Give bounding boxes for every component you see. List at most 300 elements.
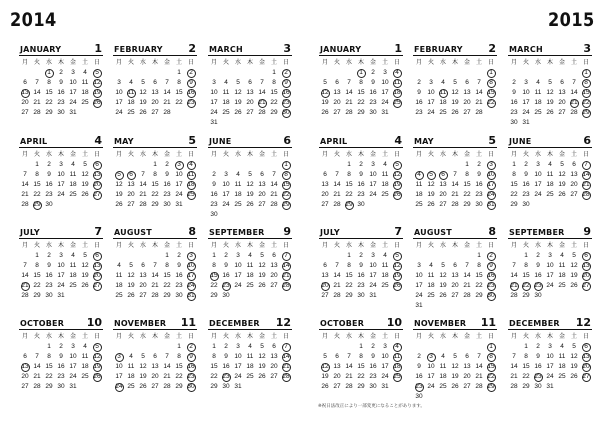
day-cell: 24 — [69, 99, 77, 106]
day-cell: 28 — [345, 109, 353, 116]
day-cell: 10 — [369, 171, 377, 178]
day-cell: 10 — [485, 170, 497, 180]
day-cell: 29 — [522, 383, 530, 390]
day-grid — [208, 58, 292, 128]
day-cell: 14 — [345, 89, 353, 96]
day-cell: 14 — [280, 261, 292, 271]
day-cell: 25 — [546, 191, 554, 198]
day-cell: 29 — [475, 292, 483, 299]
day-cell: 22 — [163, 282, 171, 289]
day-cell: 13 — [91, 170, 103, 180]
day-cell: 13 — [439, 181, 447, 188]
day-cell: 14 — [163, 363, 171, 370]
day-cell: 4 — [83, 343, 87, 350]
weekday-label: 木 — [151, 151, 158, 158]
weekday-label: 火 — [222, 151, 229, 158]
day-cell: 13 — [270, 353, 278, 360]
day-cell: 2 — [59, 69, 63, 76]
day-cell: 15 — [522, 272, 530, 279]
day-cell: 13 — [333, 363, 341, 370]
day-cell: 7 — [23, 171, 27, 178]
day-cell: 29 — [33, 292, 41, 299]
day-cell: 5 — [260, 343, 264, 350]
weekday-label: 月 — [115, 333, 122, 340]
month-header — [19, 226, 103, 239]
day-cell: 26 — [81, 282, 89, 289]
day-cell: 14 — [333, 181, 341, 188]
day-cell: 7 — [141, 171, 145, 178]
day-cell: 7 — [165, 79, 169, 86]
day-cell: 9 — [417, 89, 421, 96]
day-cell: 6 — [23, 353, 27, 360]
day-grid — [319, 332, 403, 392]
weekday-label: 火 — [33, 151, 40, 158]
day-cell: 14 — [33, 363, 41, 370]
day-cell: 6 — [335, 79, 339, 86]
weekday-label: 木 — [246, 333, 253, 340]
day-cell: 20 — [127, 191, 135, 198]
weekday-label: 木 — [151, 333, 158, 340]
day-cell: 4 — [429, 262, 433, 269]
weekday-label: 木 — [357, 151, 364, 158]
day-cell: 8 — [47, 353, 51, 360]
weekday-label: 火 — [127, 59, 134, 66]
month-number: 9 — [283, 225, 291, 238]
day-cell: 11 — [381, 262, 389, 269]
month-name: MAY — [114, 137, 134, 146]
day-cell: 11 — [381, 171, 389, 178]
month-number: 8 — [488, 225, 496, 238]
day-cell: 26 — [546, 109, 554, 116]
day-cell: 21 — [19, 281, 31, 291]
month-number: 10 — [86, 316, 102, 329]
month-number: 7 — [394, 225, 402, 238]
day-cell: 10 — [522, 89, 530, 96]
weekday-label: 火 — [427, 59, 434, 66]
day-grid — [319, 241, 403, 301]
empty-cell — [449, 160, 461, 170]
weekday-label: 水 — [439, 333, 446, 340]
month-header — [113, 135, 197, 148]
day-cell: 17 — [427, 99, 435, 106]
day-cell: 25 — [222, 109, 230, 116]
empty-cell — [508, 251, 520, 261]
month-header — [113, 43, 197, 56]
day-cell: 20 — [321, 191, 329, 198]
day-cell: 21 — [163, 373, 171, 380]
day-cell: 19 — [439, 282, 447, 289]
day-cell: 4 — [71, 161, 75, 168]
day-cell: 4 — [117, 262, 121, 269]
day-cell: 30 — [485, 291, 497, 301]
day-cell: 7 — [260, 79, 264, 86]
weekday-label: 土 — [270, 59, 277, 66]
day-cell: 27 — [91, 190, 103, 200]
day-cell: 20 — [333, 99, 341, 106]
day-cell: 3 — [536, 161, 540, 168]
weekday-label: 金 — [69, 59, 76, 66]
day-cell: 22 — [175, 373, 183, 380]
day-cell: 7 — [453, 171, 457, 178]
day-cell: 21 — [33, 373, 41, 380]
day-cell: 13 — [246, 89, 254, 96]
day-cell: 23 — [220, 372, 232, 382]
day-cell: 6 — [272, 343, 276, 350]
day-cell: 1 — [580, 68, 592, 78]
day-cell: 7 — [347, 353, 351, 360]
day-cell: 18 — [81, 89, 89, 96]
weekday-label: 木 — [57, 59, 64, 66]
day-cell: 2 — [224, 252, 228, 259]
day-cell: 25 — [127, 109, 135, 116]
day-cell: 26 — [258, 373, 266, 380]
day-cell: 22 — [520, 281, 532, 291]
day-cell: 13 — [91, 261, 103, 271]
weekday-label: 日 — [187, 151, 194, 158]
day-grid — [508, 332, 592, 392]
day-cell: 28 — [333, 201, 341, 208]
day-cell: 3 — [212, 79, 216, 86]
weekday-label: 日 — [393, 333, 400, 340]
day-cell: 10 — [57, 171, 65, 178]
day-cell: 29 — [343, 200, 355, 210]
year-title-2015: 2015 — [548, 9, 595, 31]
weekday-label: 木 — [546, 242, 553, 249]
day-cell: 27 — [463, 383, 471, 390]
day-cell: 14 — [163, 89, 171, 96]
day-cell: 21 — [280, 362, 292, 372]
day-cell: 26 — [391, 190, 403, 200]
empty-cell — [343, 68, 355, 78]
month-name: MAY — [414, 137, 434, 146]
day-cell: 30 — [222, 292, 230, 299]
day-cell: 5 — [113, 170, 125, 180]
weekday-label: 日 — [282, 151, 289, 158]
day-cell: 26 — [127, 292, 135, 299]
empty-cell — [125, 251, 137, 261]
day-cell: 1 — [359, 343, 363, 350]
day-cell: 19 — [81, 272, 89, 279]
day-cell: 29 — [163, 292, 171, 299]
day-cell: 16 — [175, 272, 183, 279]
day-cell: 26 — [451, 109, 459, 116]
day-cell: 4 — [248, 343, 252, 350]
empty-cell — [319, 251, 331, 261]
weekday-label: 土 — [175, 333, 182, 340]
day-cell: 10 — [210, 89, 218, 96]
month-header — [319, 135, 403, 148]
day-grid — [113, 332, 197, 392]
day-cell: 3 — [113, 352, 125, 362]
day-cell: 12 — [451, 89, 459, 96]
weekday-label: 月 — [115, 59, 122, 66]
day-cell: 2 — [185, 68, 197, 78]
weekday-label: 金 — [558, 59, 565, 66]
empty-cell — [437, 160, 449, 170]
month-name: AUGUST — [114, 228, 152, 237]
day-cell: 3 — [117, 79, 121, 86]
day-cell: 13 — [139, 272, 147, 279]
day-cell: 9 — [417, 363, 421, 370]
day-cell: 22 — [33, 282, 41, 289]
day-cell: 12 — [570, 262, 578, 269]
day-cell: 12 — [139, 363, 147, 370]
day-cell: 15 — [175, 363, 183, 370]
day-cell: 17 — [546, 363, 554, 370]
month-name: AUGUST — [414, 228, 452, 237]
month-number: 5 — [188, 134, 196, 147]
day-cell: 1 — [485, 68, 497, 78]
empty-cell — [149, 342, 161, 352]
day-cell: 10 — [115, 89, 123, 96]
weekday-label: 火 — [522, 333, 529, 340]
day-cell: 14 — [151, 272, 159, 279]
month-number: 12 — [275, 316, 291, 329]
day-cell: 30 — [222, 383, 230, 390]
day-cell: 26 — [439, 292, 447, 299]
weekday-label: 火 — [333, 59, 340, 66]
day-cell: 28 — [280, 281, 292, 291]
day-cell: 5 — [83, 252, 87, 259]
day-cell: 11 — [558, 353, 566, 360]
day-cell: 18 — [127, 373, 135, 380]
day-grid — [19, 241, 103, 301]
day-cell: 17 — [210, 99, 218, 106]
day-cell: 19 — [234, 99, 242, 106]
day-cell: 5 — [453, 353, 457, 360]
day-cell: 24 — [234, 282, 242, 289]
empty-cell — [232, 68, 244, 78]
weekday-label: 木 — [246, 242, 253, 249]
day-cell: 11 — [546, 171, 554, 178]
weekday-label: 月 — [115, 151, 122, 158]
day-cell: 26 — [91, 372, 103, 382]
month-number: 4 — [394, 134, 402, 147]
day-cell: 22 — [175, 99, 183, 106]
day-cell: 1 — [524, 343, 528, 350]
month-number: 6 — [583, 134, 591, 147]
day-cell: 3 — [524, 79, 528, 86]
day-cell: 22 — [33, 191, 41, 198]
day-cell: 26 — [391, 281, 403, 291]
day-cell: 18 — [246, 363, 254, 370]
day-cell: 27 — [151, 383, 159, 390]
day-cell: 8 — [153, 171, 157, 178]
day-cell: 25 — [381, 191, 389, 198]
day-cell: 27 — [270, 282, 278, 289]
day-cell: 21 — [163, 99, 171, 106]
day-cell: 1 — [165, 252, 169, 259]
weekday-label: 月 — [21, 59, 28, 66]
day-cell: 15 — [163, 272, 171, 279]
weekday-label: 金 — [463, 59, 470, 66]
day-cell: 17 — [381, 89, 389, 96]
day-cell: 10 — [57, 262, 65, 269]
day-cell: 10 — [234, 262, 242, 269]
day-cell: 27 — [570, 191, 578, 198]
day-cell: 28 — [345, 383, 353, 390]
day-cell: 23 — [357, 191, 365, 198]
day-cell: 27 — [333, 109, 341, 116]
empty-cell — [113, 68, 125, 78]
day-cell: 15 — [345, 272, 353, 279]
month-december-2014 — [208, 317, 292, 393]
month-number: 2 — [488, 42, 496, 55]
day-cell: 6 — [248, 79, 252, 86]
empty-cell — [437, 342, 449, 352]
day-cell: 22 — [463, 191, 471, 198]
day-cell: 18 — [558, 272, 566, 279]
day-cell: 18 — [415, 191, 423, 198]
day-cell: 11 — [246, 353, 254, 360]
day-cell: 17 — [222, 191, 230, 198]
day-cell: 11 — [234, 181, 242, 188]
day-cell: 13 — [19, 88, 31, 98]
day-cell: 3 — [371, 161, 375, 168]
day-cell: 14 — [463, 272, 471, 279]
weekday-label: 土 — [175, 151, 182, 158]
day-cell: 5 — [260, 252, 264, 259]
day-grid — [113, 58, 197, 118]
day-grid — [113, 150, 197, 210]
empty-cell — [125, 68, 137, 78]
day-cell: 30 — [369, 109, 377, 116]
day-cell: 13 — [570, 171, 578, 178]
weekday-label: 月 — [415, 333, 422, 340]
day-cell: 29 — [175, 383, 183, 390]
day-grid — [508, 58, 592, 128]
day-cell: 3 — [383, 69, 387, 76]
day-cell: 9 — [165, 171, 169, 178]
weekday-label: 火 — [522, 242, 529, 249]
day-cell: 15 — [151, 181, 159, 188]
weekday-label: 金 — [69, 242, 76, 249]
day-cell: 28 — [33, 383, 41, 390]
day-cell: 1 — [212, 252, 216, 259]
day-cell: 16 — [222, 363, 230, 370]
empty-cell — [19, 342, 31, 352]
day-cell: 5 — [91, 342, 103, 352]
day-cell: 22 — [357, 373, 365, 380]
day-cell: 8 — [580, 78, 592, 88]
day-cell: 28 — [21, 292, 29, 299]
day-cell: 1 — [485, 342, 497, 352]
day-cell: 13 — [127, 181, 135, 188]
weekday-label: 日 — [282, 242, 289, 249]
day-cell: 15 — [45, 89, 53, 96]
weekday-label: 金 — [69, 333, 76, 340]
day-cell: 27 — [321, 201, 329, 208]
month-name: SEPTEMBER — [509, 228, 565, 237]
day-cell: 14 — [510, 363, 518, 370]
month-august-2014 — [113, 226, 197, 302]
weekday-label: 日 — [582, 242, 589, 249]
day-cell: 10 — [222, 181, 230, 188]
day-cell: 20 — [246, 99, 254, 106]
day-cell: 10 — [69, 353, 77, 360]
day-cell: 2 — [47, 161, 51, 168]
day-cell: 14 — [475, 363, 483, 370]
day-cell: 5 — [248, 171, 252, 178]
day-cell: 23 — [220, 281, 232, 291]
day-cell: 4 — [248, 252, 252, 259]
day-cell: 18 — [427, 282, 435, 289]
day-cell: 14 — [21, 181, 29, 188]
month-november-2015 — [413, 316, 497, 400]
day-cell: 26 — [451, 383, 459, 390]
day-cell: 23 — [475, 191, 483, 198]
weekday-label: 水 — [45, 59, 52, 66]
day-cell: 3 — [71, 69, 75, 76]
day-cell: 2 — [359, 252, 363, 259]
month-header — [319, 226, 403, 239]
day-cell: 31 — [546, 383, 554, 390]
day-cell: 1 — [212, 343, 216, 350]
weekday-label: 土 — [270, 242, 277, 249]
day-cell: 21 — [580, 180, 592, 190]
day-cell: 7 — [465, 262, 469, 269]
month-february-2014 — [113, 43, 197, 119]
empty-cell — [137, 251, 149, 261]
day-cell: 22 — [357, 99, 365, 106]
empty-cell — [220, 160, 232, 170]
day-cell: 2 — [524, 161, 528, 168]
day-cell: 8 — [47, 79, 51, 86]
day-cell: 30 — [57, 109, 65, 116]
day-cell: 28 — [475, 383, 483, 390]
day-cell: 24 — [546, 282, 554, 289]
month-name: JUNE — [509, 137, 532, 146]
day-cell: 12 — [391, 261, 403, 271]
day-cell: 24 — [381, 99, 389, 106]
day-cell: 22 — [210, 373, 218, 380]
day-cell: 10 — [546, 353, 554, 360]
day-cell: 28 — [333, 292, 341, 299]
day-cell: 26 — [139, 109, 147, 116]
day-cell: 25 — [391, 372, 403, 382]
day-cell: 23 — [57, 99, 65, 106]
day-cell: 14 — [475, 89, 483, 96]
day-cell: 1 — [347, 252, 351, 259]
day-cell: 11 — [439, 363, 447, 370]
day-cell: 6 — [465, 353, 469, 360]
month-header — [413, 317, 497, 330]
day-cell: 8 — [359, 79, 363, 86]
month-may-2015 — [413, 135, 497, 211]
weekday-label: 金 — [163, 333, 170, 340]
month-name: SEPTEMBER — [209, 228, 265, 237]
day-cell: 10 — [234, 353, 242, 360]
day-cell: 4 — [560, 343, 564, 350]
day-cell: 11 — [115, 272, 123, 279]
weekday-label: 月 — [321, 59, 328, 66]
month-number: 11 — [180, 316, 196, 329]
day-cell: 16 — [45, 181, 53, 188]
day-cell: 12 — [558, 171, 566, 178]
empty-cell — [137, 68, 149, 78]
weekday-label: 火 — [522, 151, 529, 158]
weekday-label: 木 — [546, 333, 553, 340]
day-cell: 8 — [212, 353, 216, 360]
day-cell: 29 — [45, 109, 53, 116]
day-cell: 20 — [151, 373, 159, 380]
day-cell: 14 — [139, 181, 147, 188]
day-cell: 24 — [534, 191, 542, 198]
day-cell: 16 — [357, 272, 365, 279]
day-cell: 27 — [580, 281, 592, 291]
day-cell: 17 — [57, 181, 65, 188]
empty-cell — [413, 342, 425, 352]
